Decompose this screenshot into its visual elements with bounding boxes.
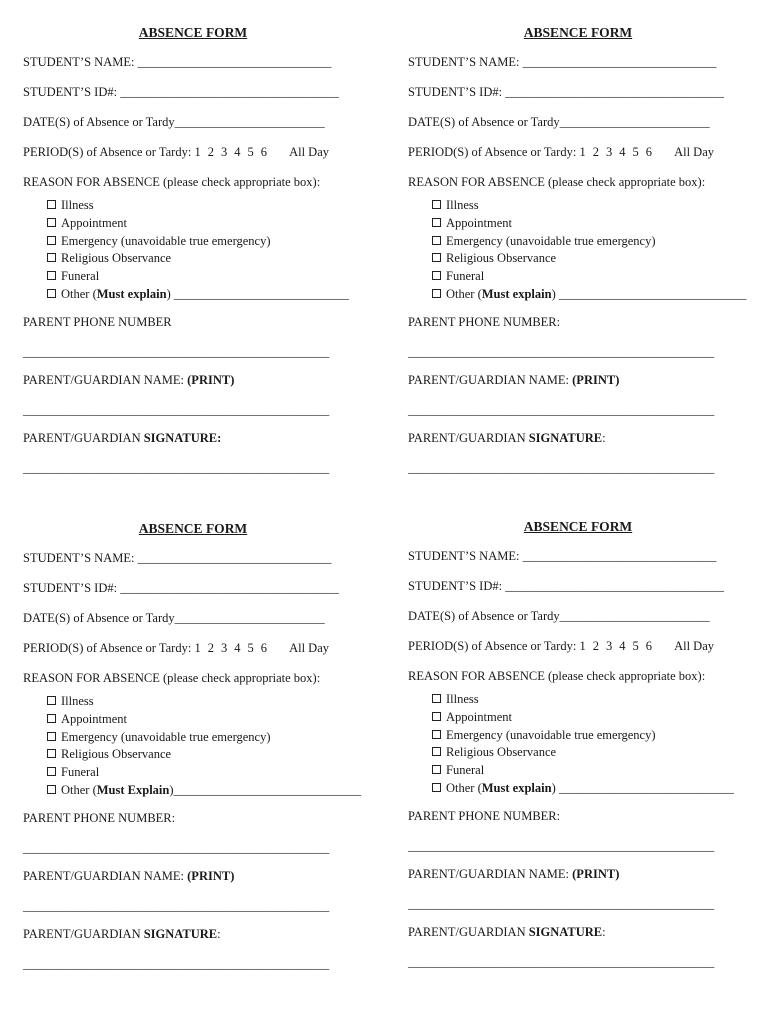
- reason-label-text: Religious Observance: [61, 251, 172, 266]
- checkbox-icon[interactable]: [47, 767, 56, 776]
- period-option[interactable]: 4: [234, 641, 241, 655]
- reason-funeral[interactable]: [432, 268, 746, 286]
- reason-label-text: Funeral: [446, 269, 485, 284]
- period-options: [194, 641, 274, 656]
- reason-label: REASON FOR ABSENCE (please check appropriate box):: [408, 175, 706, 189]
- checkbox-icon[interactable]: [47, 236, 56, 245]
- checkbox-icon[interactable]: [47, 289, 56, 298]
- reason-label-text: Religious Observance: [446, 745, 557, 760]
- period-row: [408, 639, 714, 654]
- other-must-explain: Must explain: [96, 286, 167, 301]
- signature-text: PARENT/GUARDIAN: [408, 431, 529, 445]
- checkbox-icon[interactable]: [47, 749, 56, 758]
- phone-label: PARENT PHONE NUMBER:: [23, 811, 176, 825]
- checkbox-icon[interactable]: [47, 200, 56, 209]
- reason-emergency[interactable]: [432, 233, 746, 251]
- checkbox-icon[interactable]: [47, 218, 56, 227]
- reason-list: [47, 197, 349, 304]
- reason-funeral[interactable]: [432, 762, 734, 780]
- student-id-field[interactable]: ___________________________________: [120, 85, 339, 99]
- student-name-label: STUDENT’S NAME:: [23, 55, 135, 69]
- dates-field[interactable]: ________________________: [559, 115, 710, 129]
- checkbox-icon[interactable]: [432, 253, 441, 262]
- period-option[interactable]: 6: [260, 641, 267, 655]
- reason-list: [432, 691, 734, 798]
- reason-list: [47, 693, 361, 800]
- guardian-signature-field[interactable]: _________________________________________________: [408, 461, 715, 475]
- all-day-option[interactable]: All Day: [289, 145, 329, 159]
- absence-form: [23, 521, 383, 1011]
- dates-row: [408, 609, 710, 624]
- signature-suffix: :: [602, 431, 606, 445]
- guardian-name-print: (PRINT): [187, 869, 235, 883]
- dates-row: [23, 611, 325, 626]
- reason-funeral[interactable]: [47, 268, 349, 286]
- reason-funeral[interactable]: [47, 764, 361, 782]
- reason-appointment[interactable]: [47, 215, 349, 233]
- student-id-row: [408, 579, 724, 594]
- phone-field[interactable]: _________________________________________________: [408, 345, 715, 359]
- period-option[interactable]: 5: [247, 145, 254, 159]
- checkbox-icon[interactable]: [432, 694, 441, 703]
- other-prefix: Other (: [446, 780, 482, 795]
- signature-bold: SIGNATURE: [528, 925, 603, 939]
- checkbox-icon[interactable]: [432, 218, 441, 227]
- student-name-label: STUDENT’S NAME:: [408, 55, 520, 69]
- reason-label-text: Religious Observance: [61, 747, 172, 762]
- reason-label-text: Emergency (unavoidable true emergency): [446, 727, 656, 742]
- reason-label-text: Illness: [446, 198, 479, 212]
- period-option[interactable]: 1: [194, 641, 201, 655]
- reason-other[interactable]: [432, 286, 746, 304]
- other-explain-field[interactable]: ______________________________: [173, 782, 362, 797]
- reason-label-text: Emergency (unavoidable true emergency): [61, 233, 271, 248]
- student-id-field[interactable]: ___________________________________: [505, 85, 724, 99]
- guardian-name-field[interactable]: _________________________________________________: [23, 403, 330, 417]
- period-row: [23, 641, 329, 656]
- guardian-name-print: (PRINT): [572, 373, 620, 387]
- absence-form: [408, 25, 768, 515]
- guardian-signature-label: [408, 925, 606, 940]
- all-day-option[interactable]: All Day: [674, 639, 714, 653]
- absence-form: [23, 25, 383, 515]
- dates-field[interactable]: ________________________: [174, 611, 325, 625]
- student-id-label: STUDENT’S ID#:: [408, 85, 503, 99]
- checkbox-icon[interactable]: [432, 271, 441, 280]
- signature-suffix: :: [602, 925, 606, 939]
- other-explain-field[interactable]: ____________________________: [555, 780, 734, 795]
- signature-text: PARENT/GUARDIAN: [408, 925, 529, 939]
- period-label: PERIOD(S) of Absence or Tardy:: [408, 639, 577, 653]
- other-explain-field[interactable]: ______________________________: [555, 286, 747, 301]
- reason-label-text: Appointment: [61, 215, 127, 230]
- reason-label-text: Funeral: [446, 763, 485, 778]
- dates-field[interactable]: ________________________: [559, 609, 710, 623]
- reason-label-text: Illness: [61, 694, 94, 708]
- period-option[interactable]: 2: [592, 145, 599, 159]
- signature-suffix: :: [217, 927, 221, 941]
- guardian-name-label: [408, 373, 619, 388]
- reason-label-text: Emergency (unavoidable true emergency): [446, 233, 656, 248]
- period-label: PERIOD(S) of Absence or Tardy:: [23, 145, 192, 159]
- student-name-row: [408, 55, 716, 70]
- period-option[interactable]: 3: [220, 145, 228, 159]
- other-prefix: Other (: [61, 286, 97, 301]
- dates-row: [408, 115, 710, 130]
- checkbox-icon[interactable]: [432, 730, 441, 739]
- period-label: PERIOD(S) of Absence or Tardy:: [23, 641, 192, 655]
- guardian-name-print: (PRINT): [572, 867, 620, 881]
- period-option[interactable]: 6: [645, 639, 652, 653]
- checkbox-icon[interactable]: [432, 200, 441, 209]
- period-option[interactable]: 5: [247, 641, 254, 655]
- phone-label: PARENT PHONE NUMBER:: [408, 809, 561, 823]
- guardian-signature-field[interactable]: _________________________________________________: [23, 461, 330, 475]
- student-name-label: STUDENT’S NAME:: [408, 549, 520, 563]
- phone-label: PARENT PHONE NUMBER: [23, 315, 172, 329]
- period-options: [579, 145, 659, 160]
- guardian-name-field[interactable]: _________________________________________________: [408, 897, 715, 911]
- reason-label: REASON FOR ABSENCE (please check appropriate box):: [23, 175, 321, 189]
- period-option[interactable]: 3: [605, 145, 613, 159]
- other-suffix: ): [551, 286, 556, 301]
- reason-illness[interactable]: [432, 197, 746, 215]
- reason-religious-observance[interactable]: [432, 250, 746, 268]
- student-name-field[interactable]: _______________________________: [522, 549, 717, 563]
- reason-label: REASON FOR ABSENCE (please check appropriate box):: [408, 669, 706, 683]
- reason-appointment[interactable]: [432, 709, 734, 727]
- form-title: ABSENCE FORM: [138, 521, 248, 536]
- dates-label: DATE(S) of Absence or Tardy: [408, 115, 560, 129]
- all-day-option[interactable]: All Day: [289, 641, 329, 655]
- student-id-field[interactable]: ___________________________________: [120, 581, 339, 595]
- reason-other[interactable]: [47, 782, 361, 800]
- phone-field[interactable]: _________________________________________________: [23, 345, 330, 359]
- student-id-label: STUDENT’S ID#:: [408, 579, 503, 593]
- guardian-signature-field[interactable]: _________________________________________________: [408, 955, 715, 969]
- guardian-name-label: [408, 867, 619, 882]
- reason-label-text: Religious Observance: [446, 251, 557, 266]
- reason-emergency[interactable]: [47, 233, 349, 251]
- other-prefix: Other (: [61, 782, 97, 797]
- student-name-row: [408, 549, 716, 564]
- other-must-explain: Must explain: [481, 286, 552, 301]
- reason-emergency[interactable]: [47, 729, 361, 747]
- checkbox-icon[interactable]: [432, 289, 441, 298]
- student-name-row: [23, 551, 331, 566]
- period-option[interactable]: 4: [619, 639, 626, 653]
- reason-illness[interactable]: [47, 693, 361, 711]
- signature-text: PARENT/GUARDIAN: [23, 927, 144, 941]
- checkbox-icon[interactable]: [47, 271, 56, 280]
- reason-label: REASON FOR ABSENCE (please check appropriate box):: [23, 671, 321, 685]
- checkbox-icon[interactable]: [47, 253, 56, 262]
- period-options: [579, 639, 659, 654]
- other-suffix: ): [551, 780, 556, 795]
- guardian-name-print: (PRINT): [187, 373, 235, 387]
- period-label: PERIOD(S) of Absence or Tardy:: [408, 145, 577, 159]
- period-option[interactable]: 4: [619, 145, 626, 159]
- period-option[interactable]: 3: [605, 639, 613, 653]
- other-must-explain: Must explain: [481, 780, 552, 795]
- phone-label: PARENT PHONE NUMBER:: [408, 315, 561, 329]
- dates-label: DATE(S) of Absence or Tardy: [23, 611, 175, 625]
- student-id-label: STUDENT’S ID#:: [23, 85, 118, 99]
- period-option[interactable]: 4: [234, 145, 241, 159]
- dates-row: [23, 115, 325, 130]
- student-id-label: STUDENT’S ID#:: [23, 581, 118, 595]
- checkbox-icon[interactable]: [432, 712, 441, 721]
- dates-field[interactable]: ________________________: [174, 115, 325, 129]
- reason-religious-observance[interactable]: [432, 744, 734, 762]
- reason-other[interactable]: [47, 286, 349, 304]
- signature-bold: SIGNATURE: [143, 927, 218, 941]
- guardian-name-text: PARENT/GUARDIAN NAME:: [23, 869, 188, 883]
- guardian-name-text: PARENT/GUARDIAN NAME:: [408, 867, 573, 881]
- checkbox-icon[interactable]: [47, 696, 56, 705]
- period-option[interactable]: 6: [260, 145, 267, 159]
- signature-bold: SIGNATURE: [528, 431, 603, 445]
- student-id-row: [23, 85, 339, 100]
- period-option[interactable]: 2: [207, 145, 214, 159]
- phone-field[interactable]: _________________________________________________: [23, 841, 330, 855]
- period-options: [194, 145, 274, 160]
- guardian-name-label: [23, 373, 234, 388]
- other-explain-field[interactable]: ____________________________: [170, 286, 349, 301]
- student-name-row: [23, 55, 331, 70]
- reason-appointment[interactable]: [47, 711, 361, 729]
- checkbox-icon[interactable]: [432, 747, 441, 756]
- guardian-name-label: [23, 869, 234, 884]
- student-name-field[interactable]: _______________________________: [137, 551, 332, 565]
- guardian-signature-label: [23, 431, 221, 446]
- reason-label-text: Appointment: [446, 709, 512, 724]
- guardian-name-text: PARENT/GUARDIAN NAME:: [408, 373, 573, 387]
- student-name-field[interactable]: _______________________________: [137, 55, 332, 69]
- guardian-name-field[interactable]: _________________________________________________: [408, 403, 715, 417]
- student-name-label: STUDENT’S NAME:: [23, 551, 135, 565]
- checkbox-icon[interactable]: [432, 783, 441, 792]
- period-row: [408, 145, 714, 160]
- reason-label-text: Funeral: [61, 269, 100, 284]
- student-id-field[interactable]: ___________________________________: [505, 579, 724, 593]
- absence-form: [408, 519, 768, 1009]
- form-title: ABSENCE FORM: [523, 25, 633, 40]
- reason-label-text: Emergency (unavoidable true emergency): [61, 729, 271, 744]
- guardian-signature-label: [408, 431, 606, 446]
- period-option[interactable]: 2: [207, 641, 214, 655]
- phone-field[interactable]: _________________________________________________: [408, 839, 715, 853]
- student-name-field[interactable]: _______________________________: [522, 55, 717, 69]
- guardian-name-text: PARENT/GUARDIAN NAME:: [23, 373, 188, 387]
- period-option[interactable]: 5: [632, 639, 639, 653]
- reason-other[interactable]: [432, 780, 734, 798]
- reason-list: [432, 197, 746, 304]
- reason-illness[interactable]: [432, 691, 734, 709]
- student-id-row: [23, 581, 339, 596]
- reason-emergency[interactable]: [432, 727, 734, 745]
- period-option[interactable]: 3: [220, 641, 228, 655]
- reason-religious-observance[interactable]: [47, 746, 361, 764]
- period-option[interactable]: 1: [194, 145, 201, 159]
- period-option[interactable]: 1: [579, 639, 586, 653]
- period-option[interactable]: 1: [579, 145, 586, 159]
- student-id-row: [408, 85, 724, 100]
- other-must-explain: Must Explain: [96, 782, 170, 797]
- dates-label: DATE(S) of Absence or Tardy: [23, 115, 175, 129]
- guardian-signature-field[interactable]: _________________________________________________: [23, 957, 330, 971]
- reason-label-text: Appointment: [446, 215, 512, 230]
- other-prefix: Other (: [446, 286, 482, 301]
- checkbox-icon[interactable]: [432, 765, 441, 774]
- period-option[interactable]: 2: [592, 639, 599, 653]
- reason-religious-observance[interactable]: [47, 250, 349, 268]
- reason-illness[interactable]: [47, 197, 349, 215]
- form-title: ABSENCE FORM: [138, 25, 248, 40]
- checkbox-icon[interactable]: [47, 714, 56, 723]
- period-row: [23, 145, 329, 160]
- signature-text: PARENT/GUARDIAN: [23, 431, 144, 445]
- signature-bold: SIGNATURE:: [143, 431, 222, 445]
- reason-label-text: Funeral: [61, 765, 100, 780]
- guardian-signature-label: [23, 927, 221, 942]
- dates-label: DATE(S) of Absence or Tardy: [408, 609, 560, 623]
- other-suffix: ): [169, 782, 174, 797]
- all-day-option[interactable]: All Day: [674, 145, 714, 159]
- checkbox-icon[interactable]: [432, 236, 441, 245]
- reason-label-text: Appointment: [61, 711, 127, 726]
- guardian-name-field[interactable]: _________________________________________________: [23, 899, 330, 913]
- reason-label-text: Illness: [61, 198, 94, 212]
- form-title: ABSENCE FORM: [523, 519, 633, 534]
- checkbox-icon[interactable]: [47, 732, 56, 741]
- period-option[interactable]: 5: [632, 145, 639, 159]
- period-option[interactable]: 6: [645, 145, 652, 159]
- other-suffix: ): [166, 286, 171, 301]
- reason-appointment[interactable]: [432, 215, 746, 233]
- reason-label-text: Illness: [446, 692, 479, 706]
- checkbox-icon[interactable]: [47, 785, 56, 794]
